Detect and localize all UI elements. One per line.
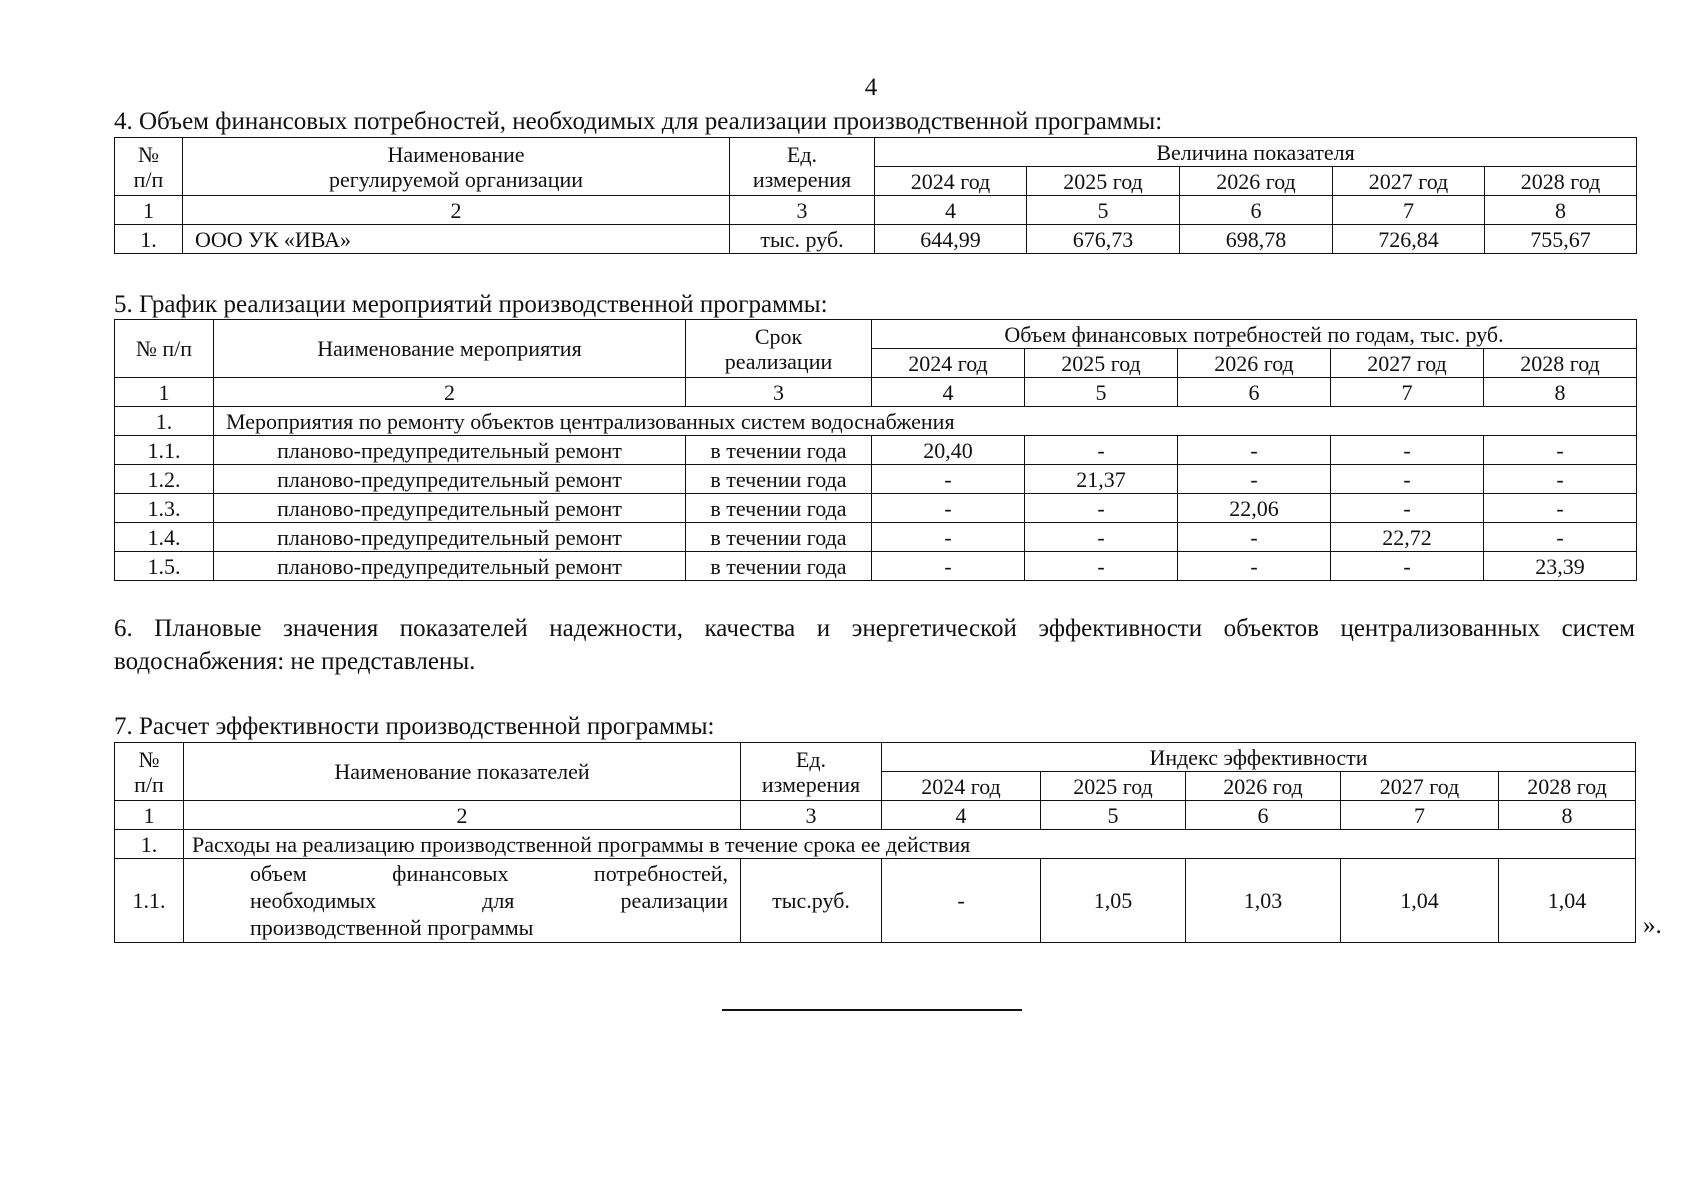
row-term: в течении года (686, 465, 872, 494)
event-name: планово-предупредительный ремонт (214, 523, 686, 552)
header-year: 2026 год (1180, 167, 1333, 196)
row-value: 20,40 (872, 436, 1025, 465)
schedule-table (114, 319, 1637, 581)
group-title: Расходы на реализацию производственной программы в течение срока ее действия (184, 830, 1636, 859)
row-value: - (1025, 436, 1178, 465)
table-row (115, 523, 1637, 552)
header-year: 2024 год (875, 167, 1027, 196)
header-unit: Ед. измерения (730, 138, 875, 196)
column-number-row (115, 196, 1637, 225)
row-value: - (872, 494, 1025, 523)
row-value: 698,78 (1180, 225, 1333, 254)
col-number: 1 (115, 196, 183, 225)
row-num: 1.1. (115, 859, 184, 943)
header-value-group: Величина показателя (875, 138, 1637, 167)
col-number: 2 (183, 196, 730, 225)
row-value: - (872, 465, 1025, 494)
row-num: 1.3. (115, 494, 214, 523)
group-row (115, 407, 1637, 436)
event-name: планово-предупредительный ремонт (214, 552, 686, 581)
col-number: 3 (741, 801, 882, 830)
header-num: № п/п (115, 320, 214, 378)
row-value: - (1025, 523, 1178, 552)
row-term: в течении года (686, 523, 872, 552)
row-value: - (872, 552, 1025, 581)
header-year: 2027 год (1341, 772, 1499, 801)
header-unit: Ед. измерения (741, 743, 882, 801)
col-number: 7 (1333, 196, 1485, 225)
row-value: 644,99 (875, 225, 1027, 254)
closing-quote: ». (1643, 912, 1662, 939)
header-year: 2024 год (882, 772, 1041, 801)
column-number-row (115, 378, 1637, 407)
row-value: 726,84 (1333, 225, 1485, 254)
row-num: 1.4. (115, 523, 214, 552)
row-value: 21,37 (1025, 465, 1178, 494)
page-number: 4 (864, 74, 878, 101)
col-number: 8 (1485, 196, 1637, 225)
indicator-name: объем финансовых потребностей, необходимых для реализации производственной программы (184, 859, 741, 943)
col-number: 6 (1186, 801, 1341, 830)
row-value: - (1331, 552, 1484, 581)
row-value: - (1178, 552, 1331, 581)
row-unit: тыс. руб. (730, 225, 875, 254)
header-year: 2028 год (1499, 772, 1636, 801)
row-value: - (872, 523, 1025, 552)
table-row (115, 552, 1637, 581)
row-value: - (1331, 436, 1484, 465)
row-value: - (1025, 494, 1178, 523)
row-term: в течении года (686, 494, 872, 523)
org-name: ООО УК «ИВА» (183, 225, 730, 254)
col-number: 1 (115, 378, 214, 407)
table-row (115, 494, 1637, 523)
row-value: 1,03 (1186, 859, 1341, 943)
separator-line (722, 1009, 1022, 1011)
group-row (115, 830, 1636, 859)
section-4-heading: 4. Объем финансовых потребностей, необходимых для реализации производственной программы: (114, 108, 1163, 135)
row-value: - (1484, 494, 1637, 523)
column-number-row (115, 801, 1636, 830)
row-value: 22,72 (1331, 523, 1484, 552)
row-num: 1.2. (115, 465, 214, 494)
event-name: планово-предупредительный ремонт (214, 494, 686, 523)
header-term: Срок реализации (686, 320, 872, 378)
header-value-group: Индекс эффективности (882, 743, 1636, 772)
row-value: 676,73 (1027, 225, 1180, 254)
row-value: 755,67 (1485, 225, 1637, 254)
row-value: 1,05 (1041, 859, 1186, 943)
col-number: 4 (882, 801, 1041, 830)
col-number: 2 (184, 801, 741, 830)
header-year: 2024 год (872, 349, 1025, 378)
col-number: 3 (686, 378, 872, 407)
col-number: 7 (1331, 378, 1484, 407)
row-num: 1.1. (115, 436, 214, 465)
row-value: 22,06 (1178, 494, 1331, 523)
header-num: № п/п (115, 138, 183, 196)
col-number: 8 (1484, 378, 1637, 407)
row-value: - (1178, 465, 1331, 494)
row-value: - (1484, 465, 1637, 494)
col-number: 4 (875, 196, 1027, 225)
header-event-name: Наименование мероприятия (214, 320, 686, 378)
table-row (115, 225, 1637, 254)
row-value: - (1484, 523, 1637, 552)
header-year: 2026 год (1178, 349, 1331, 378)
efficiency-table (114, 742, 1636, 943)
row-value: - (1331, 494, 1484, 523)
col-number: 7 (1341, 801, 1499, 830)
table-row (115, 436, 1637, 465)
event-name: планово-предупредительный ремонт (214, 436, 686, 465)
col-number: 5 (1041, 801, 1186, 830)
header-year: 2025 год (1025, 349, 1178, 378)
col-number: 2 (214, 378, 686, 407)
row-value: - (1484, 436, 1637, 465)
col-number: 6 (1180, 196, 1333, 225)
financial-needs-table (114, 137, 1637, 254)
row-term: в течении года (686, 552, 872, 581)
event-name: планово-предупредительный ремонт (214, 465, 686, 494)
header-year: 2026 год (1186, 772, 1341, 801)
col-number: 5 (1027, 196, 1180, 225)
col-number: 8 (1499, 801, 1636, 830)
section-5-heading: 5. График реализации мероприятий производственной программы: (114, 291, 828, 318)
row-value: - (1178, 523, 1331, 552)
group-title: Мероприятия по ремонту объектов централизованных систем водоснабжения (214, 407, 1637, 436)
header-year: 2025 год (1027, 167, 1180, 196)
row-num: 1. (115, 830, 184, 859)
header-value-group: Объем финансовых потребностей по годам, тыс. руб. (872, 320, 1637, 349)
col-number: 1 (115, 801, 184, 830)
row-num: 1.5. (115, 552, 214, 581)
row-value: - (1331, 465, 1484, 494)
section-6-paragraph: 6. Плановые значения показателей надежности, качества и энергетической эффективности объектов централизованных систем водоснабжения: не представлены. (114, 615, 1635, 675)
col-number: 3 (730, 196, 875, 225)
col-number: 4 (872, 378, 1025, 407)
row-num: 1. (115, 225, 183, 254)
col-number: 6 (1178, 378, 1331, 407)
row-value: 1,04 (1341, 859, 1499, 943)
row-value: - (882, 859, 1041, 943)
row-unit: тыс.руб. (741, 859, 882, 943)
header-year: 2028 год (1484, 349, 1637, 378)
header-year: 2027 год (1333, 167, 1485, 196)
table-row (115, 859, 1636, 943)
row-value: - (1025, 552, 1178, 581)
row-value: - (1178, 436, 1331, 465)
header-year: 2027 год (1331, 349, 1484, 378)
row-value: 23,39 (1484, 552, 1637, 581)
col-number: 5 (1025, 378, 1178, 407)
table-row (115, 465, 1637, 494)
row-num: 1. (115, 407, 214, 436)
header-year: 2028 год (1485, 167, 1637, 196)
header-org-name: Наименование регулируемой организации (183, 138, 730, 196)
header-num: № п/п (115, 743, 184, 801)
section-7-heading: 7. Расчет эффективности производственной программы: (114, 713, 715, 740)
row-value: 1,04 (1499, 859, 1636, 943)
row-term: в течении года (686, 436, 872, 465)
header-year: 2025 год (1041, 772, 1186, 801)
header-indicator-name: Наименование показателей (184, 743, 741, 801)
